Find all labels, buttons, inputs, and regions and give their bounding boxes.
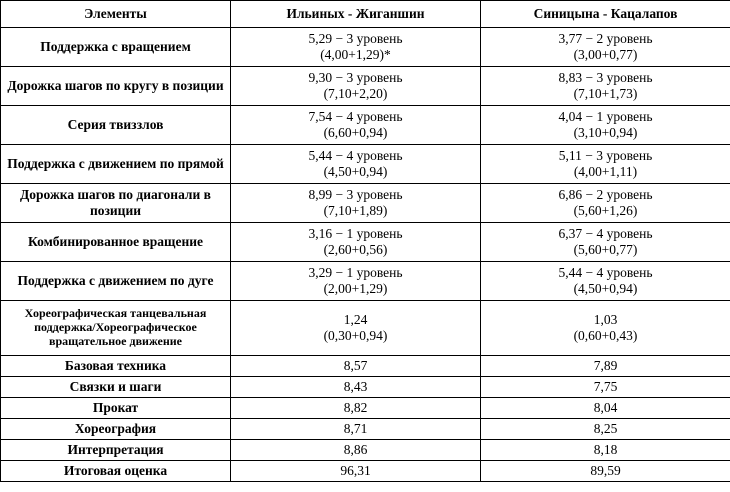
score-value: 8,99 − 3 уровень bbox=[308, 187, 403, 203]
component-name: Прокат bbox=[1, 398, 231, 419]
score-breakdown: (7,10+2,20) bbox=[323, 86, 388, 101]
pair-1-component-score: 8,57 bbox=[231, 356, 481, 377]
pair-2-component-score: 7,75 bbox=[481, 377, 730, 398]
element-name: Поддержка с движением по прямой bbox=[1, 145, 231, 184]
table-row bbox=[1, 145, 730, 184]
score-value: 1,03 bbox=[593, 312, 618, 328]
pair-2-score bbox=[481, 262, 730, 301]
header-row bbox=[1, 1, 730, 28]
table-header bbox=[1, 1, 730, 28]
pair-2-score bbox=[481, 67, 730, 106]
pair-1-total-score: 96,31 bbox=[231, 461, 481, 482]
score-breakdown: (2,60+0,56) bbox=[323, 242, 388, 257]
table-row bbox=[1, 67, 730, 106]
score-value: 8,83 − 3 уровень bbox=[558, 70, 653, 86]
pair-2-score bbox=[481, 106, 730, 145]
column-header-pair-1: Ильиных - Жиганшин bbox=[231, 1, 481, 28]
score-breakdown: (7,10+1,73) bbox=[573, 86, 638, 101]
score-value: 3,77 − 2 уровень bbox=[558, 31, 653, 47]
pair-1-component-score: 8,43 bbox=[231, 377, 481, 398]
pair-2-score bbox=[481, 301, 730, 356]
table-row bbox=[1, 440, 730, 461]
table-row bbox=[1, 377, 730, 398]
table-row bbox=[1, 398, 730, 419]
pair-2-score bbox=[481, 223, 730, 262]
score-breakdown: (4,00+1,11) bbox=[573, 164, 638, 179]
score-value: 7,54 − 4 уровень bbox=[308, 109, 403, 125]
table-row bbox=[1, 356, 730, 377]
score-breakdown: (0,30+0,94) bbox=[323, 328, 388, 343]
score-breakdown: (4,00+1,29)* bbox=[320, 47, 391, 62]
pair-2-score bbox=[481, 28, 730, 67]
score-breakdown: (4,50+0,94) bbox=[323, 164, 388, 179]
pair-1-component-score: 8,71 bbox=[231, 419, 481, 440]
pair-1-score bbox=[231, 145, 481, 184]
score-breakdown: (4,50+0,94) bbox=[573, 281, 638, 296]
element-name: Дорожка шагов по кругу в позиции bbox=[1, 67, 231, 106]
table-row bbox=[1, 223, 730, 262]
score-breakdown: (2,00+1,29) bbox=[323, 281, 388, 296]
table-row bbox=[1, 184, 730, 223]
table-row bbox=[1, 419, 730, 440]
component-name: Связки и шаги bbox=[1, 377, 231, 398]
component-name: Базовая техника bbox=[1, 356, 231, 377]
table-body bbox=[1, 28, 730, 482]
pair-1-score bbox=[231, 184, 481, 223]
component-name: Интерпретация bbox=[1, 440, 231, 461]
pair-1-component-score: 8,86 bbox=[231, 440, 481, 461]
pair-1-score bbox=[231, 28, 481, 67]
score-value: 9,30 − 3 уровень bbox=[308, 70, 403, 86]
score-value: 6,37 − 4 уровень bbox=[558, 226, 653, 242]
pair-2-component-score: 8,04 bbox=[481, 398, 730, 419]
column-header-pair-2: Синицына - Кацалапов bbox=[481, 1, 730, 28]
score-breakdown: (3,10+0,94) bbox=[573, 125, 638, 140]
score-breakdown: (7,10+1,89) bbox=[323, 203, 388, 218]
table-row bbox=[1, 28, 730, 67]
pair-2-component-score: 8,25 bbox=[481, 419, 730, 440]
score-value: 3,29 − 1 уровень bbox=[308, 265, 403, 281]
score-breakdown: (5,60+0,77) bbox=[573, 242, 638, 257]
pair-1-component-score: 8,82 bbox=[231, 398, 481, 419]
score-value: 3,16 − 1 уровень bbox=[308, 226, 403, 242]
total-row bbox=[1, 461, 730, 482]
element-name: Серия твиззлов bbox=[1, 106, 231, 145]
pair-2-score bbox=[481, 145, 730, 184]
element-name: Поддержка с вращением bbox=[1, 28, 231, 67]
table-row bbox=[1, 262, 730, 301]
element-name: Хореографическая танцевальная поддержка/Хореографическое вращательное движение bbox=[1, 301, 231, 356]
score-value: 5,11 − 3 уровень bbox=[558, 148, 653, 164]
score-breakdown: (3,00+0,77) bbox=[573, 47, 638, 62]
score-breakdown: (6,60+0,94) bbox=[323, 125, 388, 140]
pair-1-score bbox=[231, 262, 481, 301]
table-row bbox=[1, 301, 730, 356]
score-value: 1,24 bbox=[343, 312, 368, 328]
pair-1-score bbox=[231, 223, 481, 262]
pair-2-score bbox=[481, 184, 730, 223]
score-breakdown: (0,60+0,43) bbox=[573, 328, 638, 343]
element-name: Поддержка с движением по дуге bbox=[1, 262, 231, 301]
element-name: Дорожка шагов по диагонали в позиции bbox=[1, 184, 231, 223]
pair-1-score bbox=[231, 106, 481, 145]
score-value: 5,44 − 4 уровень bbox=[558, 265, 653, 281]
total-label: Итоговая оценка bbox=[1, 461, 231, 482]
table-row bbox=[1, 106, 730, 145]
element-name: Комбинированное вращение bbox=[1, 223, 231, 262]
score-value: 5,44 − 4 уровень bbox=[308, 148, 403, 164]
score-value: 4,04 − 1 уровень bbox=[558, 109, 653, 125]
column-header-elements: Элементы bbox=[1, 1, 231, 28]
pair-1-score bbox=[231, 301, 481, 356]
score-breakdown: (5,60+1,26) bbox=[573, 203, 638, 218]
score-value: 6,86 − 2 уровень bbox=[558, 187, 653, 203]
pair-2-component-score: 7,89 bbox=[481, 356, 730, 377]
component-name: Хореография bbox=[1, 419, 231, 440]
pair-2-component-score: 8,18 bbox=[481, 440, 730, 461]
pair-2-total-score: 89,59 bbox=[481, 461, 730, 482]
pair-1-score bbox=[231, 67, 481, 106]
score-value: 5,29 − 3 уровень bbox=[308, 31, 403, 47]
